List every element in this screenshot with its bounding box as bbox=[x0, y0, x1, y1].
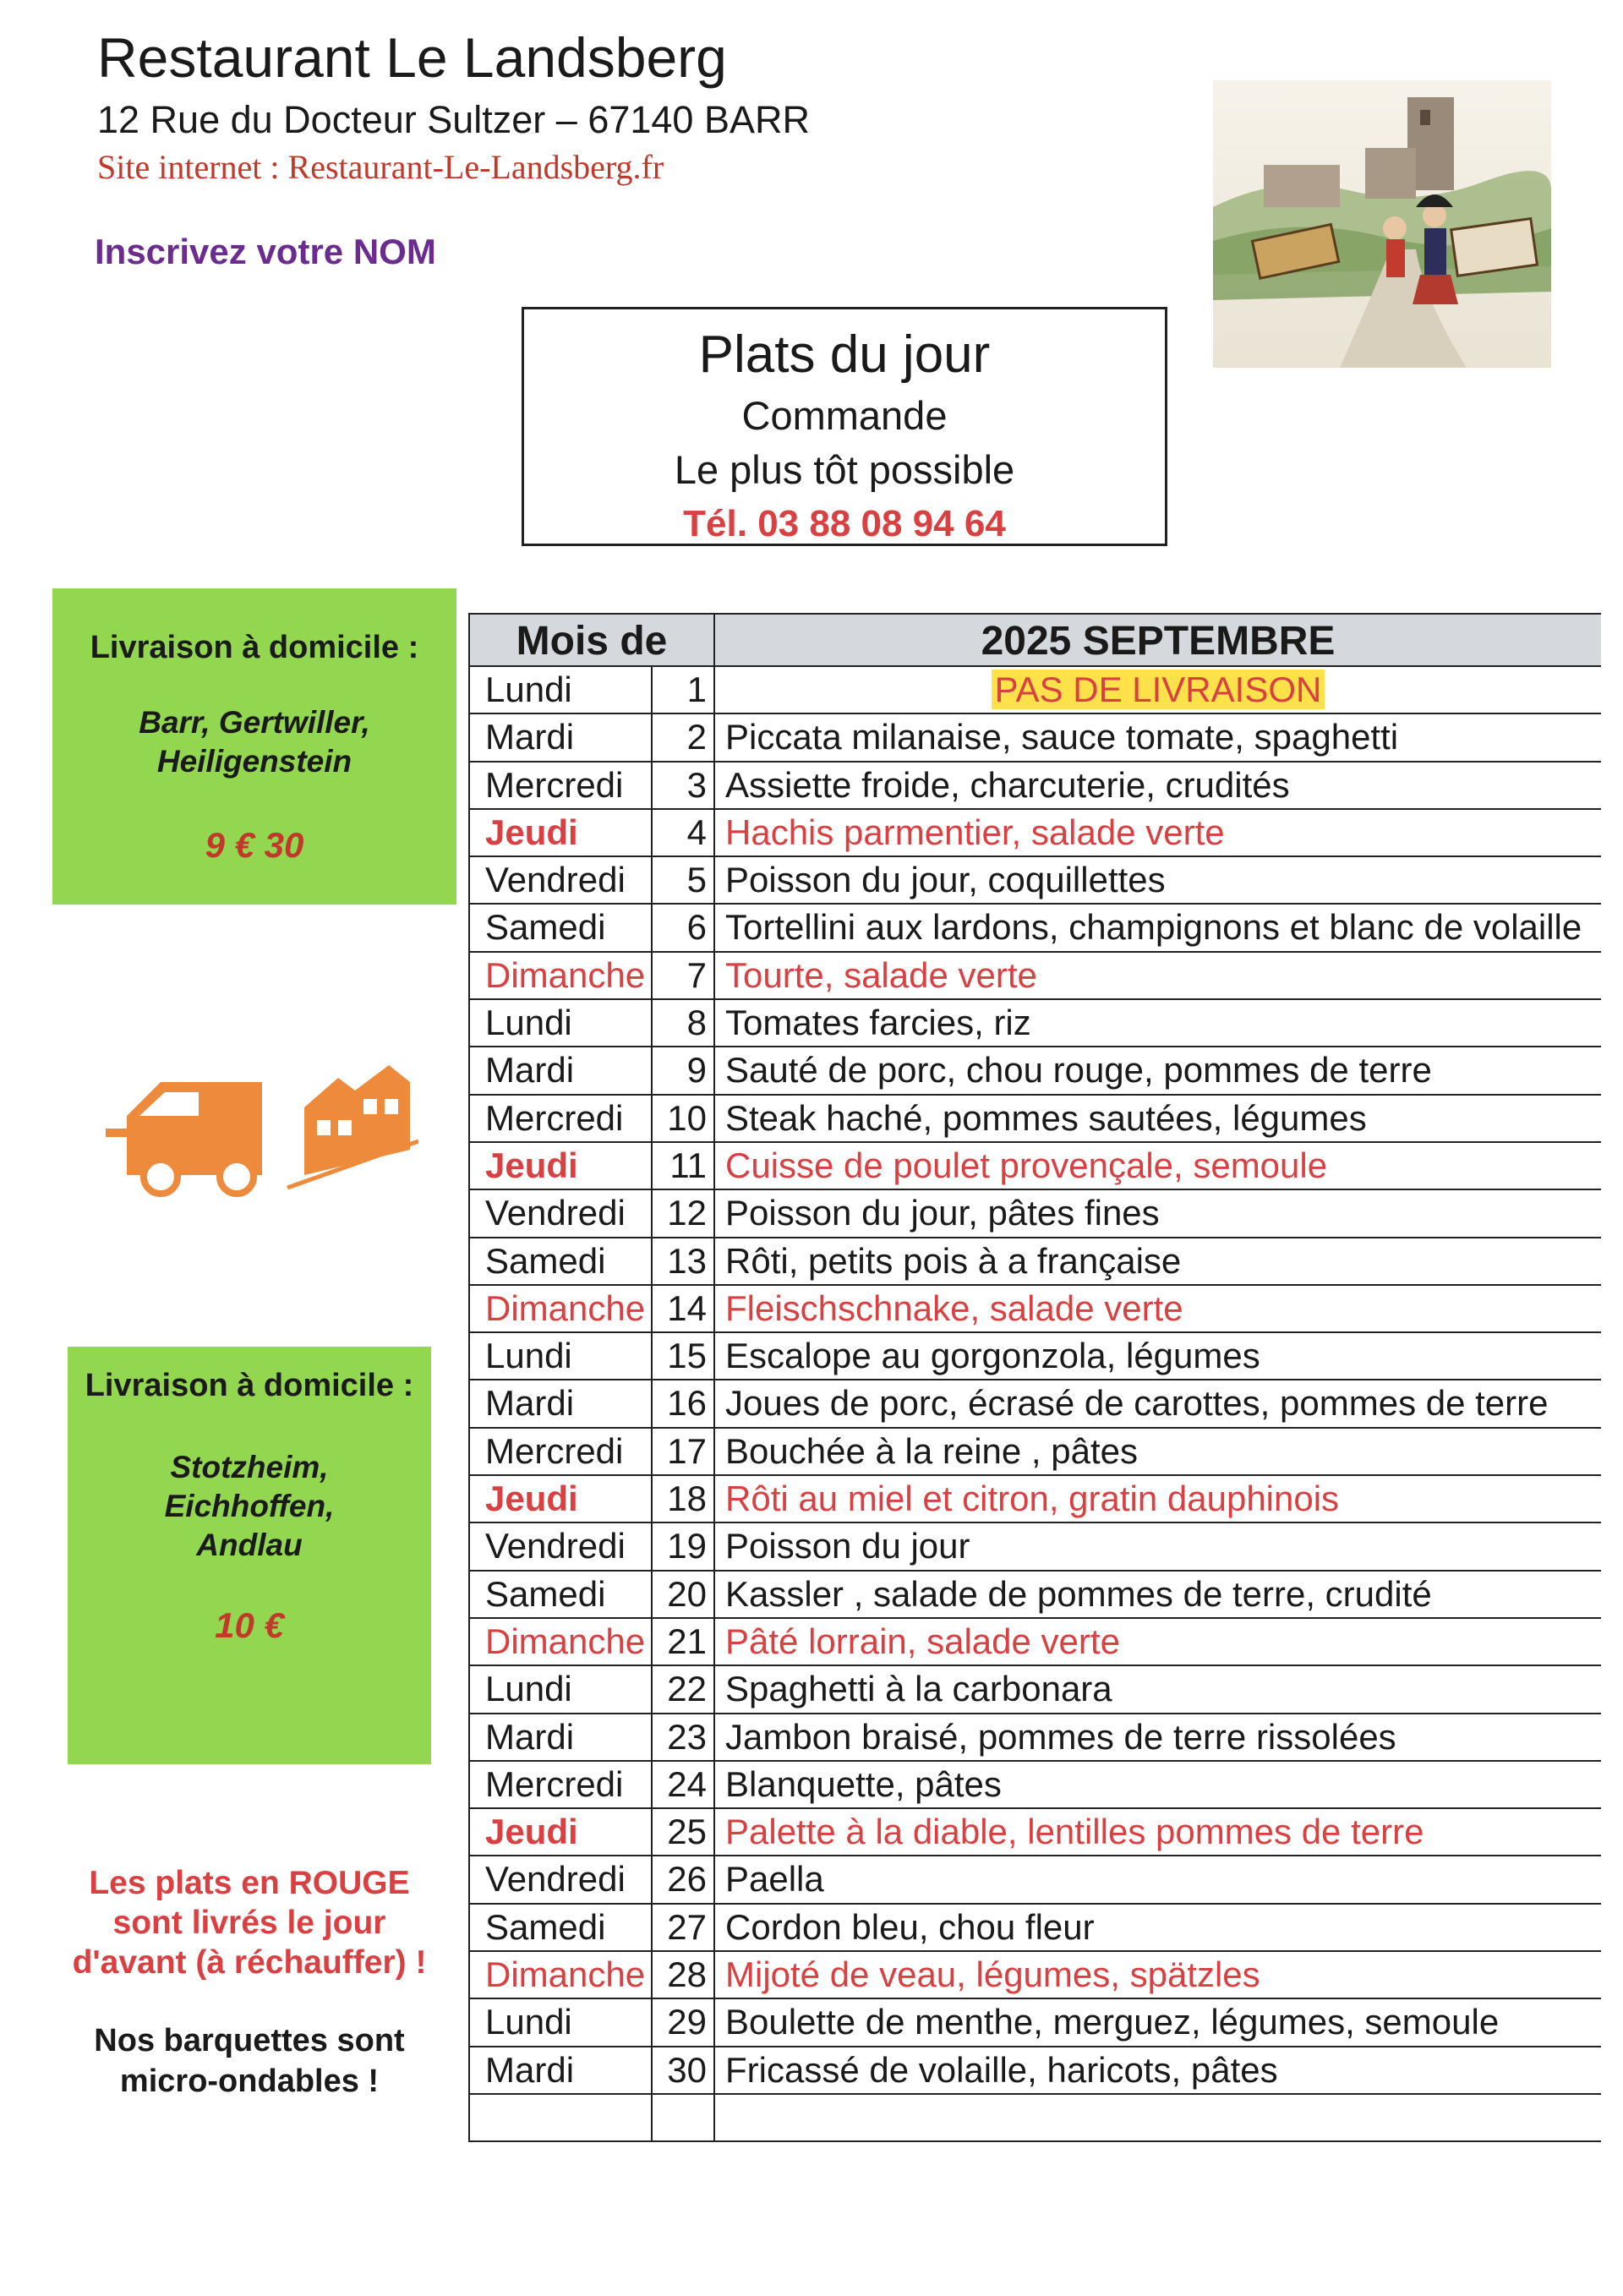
day-cell: Vendredi bbox=[468, 1523, 653, 1569]
table-row bbox=[468, 1380, 1601, 1428]
day-cell: Mardi bbox=[468, 1714, 653, 1760]
day-cell: Samedi bbox=[468, 1238, 653, 1284]
day-cell: Samedi bbox=[468, 1572, 653, 1617]
dish-cell: Mijoté de veau, légumes, spätzles bbox=[725, 1954, 1260, 1995]
delivery-price: 9 € 30 bbox=[205, 825, 304, 865]
dish-cell: Assiette froide, charcuterie, crudités bbox=[725, 764, 1290, 805]
dish-cell: Joues de porc, écrasé de carottes, pommes de terre bbox=[725, 1383, 1549, 1424]
table-row bbox=[468, 1476, 1601, 1523]
date-cell: 1 bbox=[653, 667, 715, 713]
menu-table bbox=[468, 613, 1601, 2142]
dish-cell: Rôti au miel et citron, gratin dauphinois bbox=[725, 1479, 1340, 1519]
day-cell: Dimanche bbox=[468, 953, 653, 998]
date-cell: 4 bbox=[653, 810, 715, 856]
date-cell bbox=[653, 2095, 715, 2140]
day-cell: Lundi bbox=[468, 667, 653, 713]
order-box-line1: Commande bbox=[741, 393, 948, 438]
dish-cell: Jambon braisé, pommes de terre rissolées bbox=[725, 1716, 1396, 1757]
date-cell: 11 bbox=[653, 1143, 715, 1189]
table-row bbox=[468, 1856, 1601, 1904]
date-cell: 5 bbox=[653, 857, 715, 903]
note-line: micro-ondables ! bbox=[119, 2064, 380, 2099]
date-cell: 18 bbox=[653, 1476, 715, 1522]
dish-cell: Tomates farcies, riz bbox=[725, 1003, 1031, 1043]
day-cell: Lundi bbox=[468, 1000, 653, 1046]
dish-cell: Fleischschnake, salade verte bbox=[725, 1287, 1183, 1328]
delivery-city: Eichhoffen, bbox=[164, 1489, 335, 1523]
table-row bbox=[468, 1762, 1601, 1809]
note-line: Les plats en ROUGE bbox=[89, 1865, 410, 1901]
date-cell: 12 bbox=[653, 1190, 715, 1236]
dish-cell: Blanquette, pâtes bbox=[725, 1763, 1002, 1804]
delivery-title: Livraison à domicile : bbox=[90, 630, 419, 665]
date-cell: 14 bbox=[653, 1286, 715, 1331]
table-row bbox=[468, 2095, 1601, 2142]
day-cell: Vendredi bbox=[468, 1856, 653, 1902]
day-cell: Mercredi bbox=[468, 763, 653, 808]
delivery-box-barr bbox=[52, 588, 456, 905]
table-row bbox=[468, 1809, 1601, 1856]
microwave-note bbox=[25, 2020, 473, 2102]
dish-cell: Palette à la diable, lentilles pommes de terre bbox=[725, 1812, 1424, 1852]
date-cell: 23 bbox=[653, 1714, 715, 1760]
no-delivery-badge: PAS DE LIVRAISON bbox=[992, 670, 1325, 709]
restaurant-address: 12 Rue du Docteur Sultzer – 67140 BARR bbox=[97, 98, 810, 141]
dish-cell bbox=[715, 667, 1601, 713]
delivery-title: Livraison à domicile : bbox=[85, 1368, 414, 1403]
table-row bbox=[468, 1572, 1601, 1619]
date-cell: 27 bbox=[653, 1905, 715, 1950]
dish-cell: Tortellini aux lardons, champignons et blanc de volaille bbox=[725, 907, 1582, 948]
dish-cell: Steak haché, pommes sautées, légumes bbox=[725, 1097, 1367, 1138]
table-row bbox=[468, 1619, 1601, 1666]
table-row bbox=[468, 667, 1601, 714]
table-row bbox=[468, 763, 1601, 810]
date-cell: 10 bbox=[653, 1096, 715, 1141]
date-cell: 26 bbox=[653, 1856, 715, 1902]
table-row bbox=[468, 1000, 1601, 1047]
table-row bbox=[468, 1523, 1601, 1571]
day-cell: Jeudi bbox=[468, 810, 653, 856]
date-cell: 29 bbox=[653, 1999, 715, 2045]
table-row bbox=[468, 1714, 1601, 1762]
note-line: sont livrés le jour bbox=[112, 1905, 386, 1941]
date-cell: 9 bbox=[653, 1047, 715, 1093]
dish-cell: Poisson du jour, pâtes fines bbox=[725, 1193, 1160, 1233]
dish-cell: Pâté lorrain, salade verte bbox=[725, 1621, 1120, 1661]
restaurant-website: Site internet : Restaurant-Le-Landsberg.fr bbox=[97, 148, 664, 186]
delivery-van-icon bbox=[101, 1048, 418, 1205]
date-cell: 16 bbox=[653, 1380, 715, 1426]
day-cell: Lundi bbox=[468, 1666, 653, 1712]
day-cell: Jeudi bbox=[468, 1476, 653, 1522]
date-cell: 3 bbox=[653, 763, 715, 808]
dish-cell: Kassler , salade de pommes de terre, crudité bbox=[725, 1573, 1432, 1614]
delivery-box-andlau bbox=[68, 1347, 431, 1764]
table-row bbox=[468, 1096, 1601, 1143]
day-cell: Mercredi bbox=[468, 1096, 653, 1141]
date-cell: 6 bbox=[653, 905, 715, 950]
note-line: d'avant (à réchauffer) ! bbox=[72, 1944, 427, 1981]
table-row bbox=[468, 1143, 1601, 1190]
dish-cell: Fricassé de volaille, haricots, pâtes bbox=[725, 2049, 1278, 2090]
table-row bbox=[468, 810, 1601, 857]
day-cell: Jeudi bbox=[468, 1143, 653, 1189]
table-row bbox=[468, 1333, 1601, 1380]
delivery-city: Andlau bbox=[196, 1528, 303, 1562]
date-cell: 30 bbox=[653, 2047, 715, 2093]
day-cell: Mardi bbox=[468, 2047, 653, 2093]
day-cell: Samedi bbox=[468, 905, 653, 950]
table-row bbox=[468, 714, 1601, 762]
date-cell: 20 bbox=[653, 1572, 715, 1617]
table-row bbox=[468, 1286, 1601, 1333]
table-row bbox=[468, 1666, 1601, 1714]
table-row bbox=[468, 1905, 1601, 1952]
date-cell: 13 bbox=[653, 1238, 715, 1284]
order-box bbox=[522, 307, 1167, 546]
table-row bbox=[468, 2047, 1601, 2095]
table-header bbox=[468, 613, 1601, 667]
date-cell: 2 bbox=[653, 714, 715, 760]
day-cell: Mercredi bbox=[468, 1429, 653, 1474]
delivery-city: Heiligenstein bbox=[156, 744, 352, 779]
dish-cell: Spaghetti à la carbonara bbox=[725, 1669, 1112, 1709]
name-instruction: Inscrivez votre NOM bbox=[95, 232, 436, 271]
day-cell: Vendredi bbox=[468, 857, 653, 903]
table-row bbox=[468, 1429, 1601, 1476]
table-row bbox=[468, 857, 1601, 905]
date-cell: 22 bbox=[653, 1666, 715, 1712]
date-cell: 19 bbox=[653, 1523, 715, 1569]
date-cell: 7 bbox=[653, 953, 715, 998]
day-cell: Samedi bbox=[468, 1905, 653, 1950]
day-cell: Vendredi bbox=[468, 1190, 653, 1236]
day-cell: Dimanche bbox=[468, 1286, 653, 1331]
dish-cell: Cordon bleu, chou fleur bbox=[725, 1906, 1095, 1947]
day-cell: Lundi bbox=[468, 1333, 653, 1379]
delivery-city: Stotzheim, bbox=[170, 1450, 329, 1484]
table-row bbox=[468, 1190, 1601, 1238]
date-cell: 25 bbox=[653, 1809, 715, 1855]
table-row bbox=[468, 953, 1601, 1000]
dish-cell: Rôti, petits pois à a française bbox=[725, 1240, 1182, 1281]
dish-cell: Escalope au gorgonzola, légumes bbox=[725, 1336, 1260, 1376]
order-box-title: Plats du jour bbox=[698, 325, 991, 384]
order-phone: Tél. 03 88 08 94 64 bbox=[683, 503, 1006, 544]
day-cell: Lundi bbox=[468, 1999, 653, 2045]
dish-cell: Sauté de porc, chou rouge, pommes de terre bbox=[725, 1050, 1432, 1091]
header-month-label: Mois de bbox=[468, 615, 715, 665]
dish-cell: Tourte, salade verte bbox=[725, 954, 1037, 995]
day-cell: Mardi bbox=[468, 1380, 653, 1426]
table-row bbox=[468, 1047, 1601, 1095]
date-cell: 15 bbox=[653, 1333, 715, 1379]
order-box-line2: Le plus tôt possible bbox=[674, 447, 1015, 492]
dish-cell: Poisson du jour, coquillettes bbox=[725, 860, 1166, 900]
dish-cell: Paella bbox=[725, 1859, 824, 1900]
date-cell: 24 bbox=[653, 1762, 715, 1807]
day-cell: Mercredi bbox=[468, 1762, 653, 1807]
day-cell: Jeudi bbox=[468, 1809, 653, 1855]
day-cell: Dimanche bbox=[468, 1952, 653, 1998]
dish-cell: Boulette de menthe, merguez, légumes, semoule bbox=[725, 2002, 1500, 2042]
delivery-price: 10 € bbox=[215, 1605, 284, 1645]
dish-cell: Hachis parmentier, salade verte bbox=[725, 812, 1225, 852]
day-cell: Mardi bbox=[468, 1047, 653, 1093]
table-row bbox=[468, 1238, 1601, 1286]
dish-cell bbox=[715, 2095, 1601, 2140]
date-cell: 8 bbox=[653, 1000, 715, 1046]
delivery-city: Barr, Gertwiller, bbox=[139, 705, 370, 740]
date-cell: 21 bbox=[653, 1619, 715, 1665]
dish-cell: Bouchée à la reine , pâtes bbox=[725, 1430, 1139, 1471]
table-row bbox=[468, 905, 1601, 952]
red-dishes-note bbox=[25, 1863, 473, 1982]
header-month-value: 2025 SEPTEMBRE bbox=[981, 619, 1336, 664]
day-cell bbox=[468, 2095, 653, 2140]
table-row bbox=[468, 1999, 1601, 2047]
castle-illustration-icon bbox=[1213, 80, 1551, 368]
day-cell: Dimanche bbox=[468, 1619, 653, 1665]
dish-cell: Cuisse de poulet provençale, semoule bbox=[725, 1145, 1328, 1185]
dish-cell: Piccata milanaise, sauce tomate, spaghetti bbox=[725, 717, 1399, 757]
restaurant-name: Restaurant Le Landsberg bbox=[97, 26, 727, 89]
date-cell: 28 bbox=[653, 1952, 715, 1998]
date-cell: 17 bbox=[653, 1429, 715, 1474]
note-line: Nos barquettes sont bbox=[94, 2023, 405, 2058]
table-row bbox=[468, 1952, 1601, 1999]
dish-cell: Poisson du jour bbox=[725, 1526, 970, 1566]
day-cell: Mardi bbox=[468, 714, 653, 760]
